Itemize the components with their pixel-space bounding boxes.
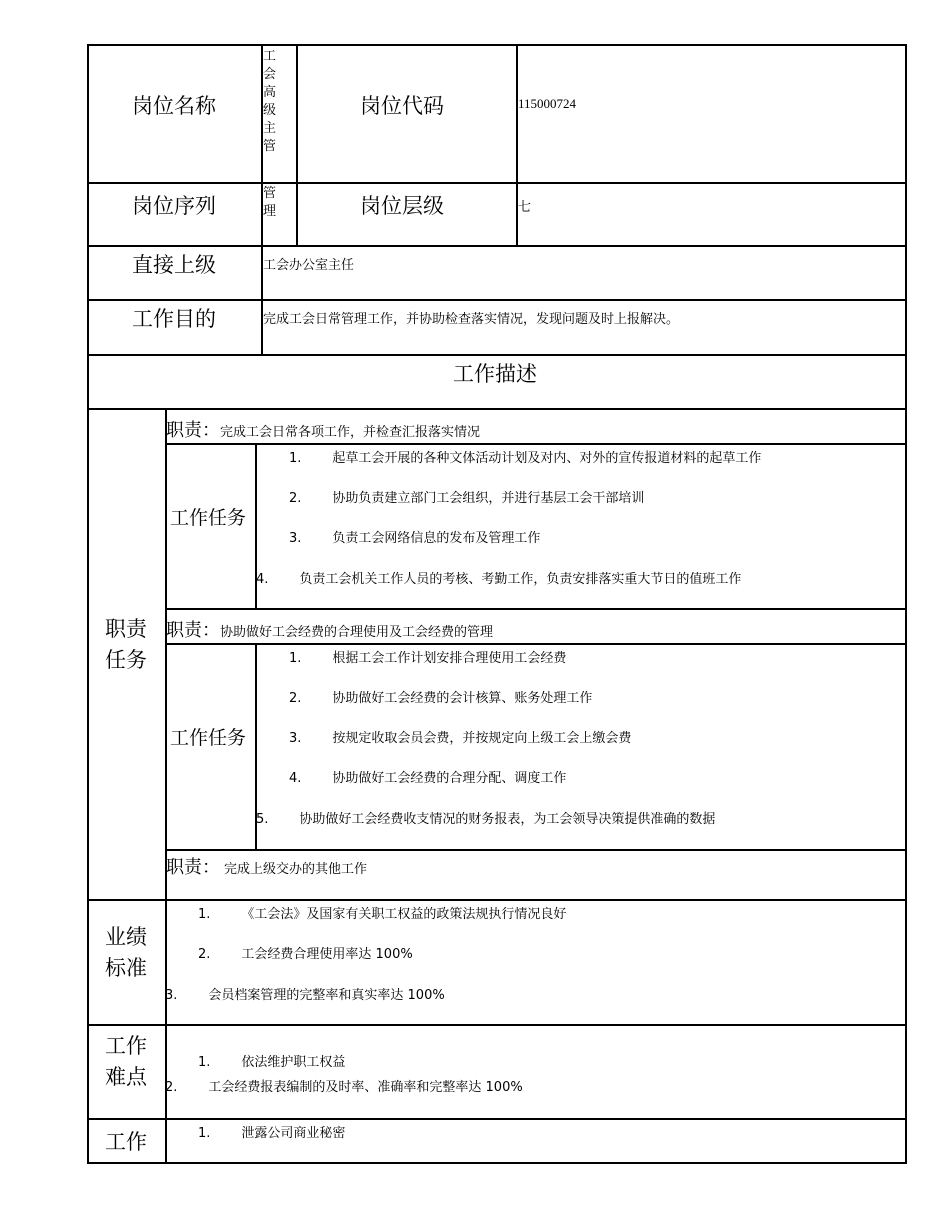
duty-title: 职责：完成工会日常各项工作，并检查汇报落实情况 (166, 420, 481, 441)
difficulty-item: 1. 依法维护职工权益 (198, 1055, 346, 1070)
position-name-value: 工 会 高 级 主 管 (263, 49, 277, 154)
table-border-right (905, 44, 907, 1164)
row-divider (87, 408, 907, 410)
column-divider (296, 44, 298, 247)
position-series-label: 岗位序列 (132, 194, 216, 218)
description-title: 工作描述 (453, 362, 537, 386)
table-border-left (87, 44, 89, 1164)
row-divider (165, 608, 907, 610)
purpose-value: 完成工会日常管理工作，并协助检查落实情况，发现问题及时上报解决。 (263, 312, 680, 327)
position-name-label: 岗位名称 (132, 94, 216, 118)
row-divider (165, 443, 907, 445)
row-divider (165, 643, 907, 645)
column-divider (165, 408, 167, 1164)
task-item: 3. 按规定收取会员会费，并按规定向上级工会上缴会费 (289, 731, 632, 746)
row-divider (87, 899, 907, 901)
position-code-label: 岗位代码 (360, 94, 444, 118)
task-label: 工作任务 (170, 507, 247, 529)
row-divider (87, 1024, 907, 1026)
risks-label: 工作 (105, 1130, 147, 1154)
performance-item: 2. 工会经费合理使用率达 100% (198, 947, 413, 962)
table-border-top (87, 44, 907, 46)
row-divider (87, 245, 907, 247)
supervisor-value: 工会办公室主任 (263, 258, 355, 273)
task-item: 4. 负责工会机关工作人员的考核、考勤工作，负责安排落实重大节日的值班工作 (256, 572, 742, 587)
column-divider (516, 44, 518, 247)
risk-item: 1. 泄露公司商业秘密 (198, 1126, 346, 1141)
row-divider (87, 354, 907, 356)
task-item: 1. 根据工会工作计划安排合理使用工会经费 (289, 651, 567, 666)
task-item: 5. 协助做好工会经费收支情况的财务报表，为工会领导决策提供准确的数据 (256, 812, 716, 827)
difficulty-item: 2. 工会经费报表编制的及时率、准确率和完整率达 100% (165, 1080, 523, 1095)
position-level-value: 七 (518, 200, 532, 215)
task-label: 工作任务 (170, 727, 247, 749)
row-divider (87, 1118, 907, 1120)
difficulties-label: 工作 难点 (105, 1034, 147, 1089)
position-code-value: 115000724 (518, 96, 577, 111)
performance-item: 3. 会员档案管理的完整率和真实率达 100% (165, 988, 445, 1003)
task-item: 2. 协助做好工会经费的会计核算、账务处理工作 (289, 691, 593, 706)
task-item: 2. 协助负责建立部门工会组织，并进行基层工会干部培训 (289, 491, 645, 506)
position-level-label: 岗位层级 (360, 194, 444, 218)
table-border-bottom (87, 1162, 907, 1164)
duty-title: 职责： 完成上级交办的其他工作 (166, 857, 368, 878)
row-divider (165, 849, 907, 851)
task-item: 4. 协助做好工会经费的合理分配、调度工作 (289, 771, 567, 786)
row-divider (87, 182, 907, 184)
performance-item: 1. 《工会法》及国家有关职工权益的政策法规执行情况良好 (198, 907, 567, 922)
purpose-label: 工作目的 (132, 307, 216, 331)
position-series-value: 管 理 (263, 186, 277, 219)
task-item: 1. 起草工会开展的各种文体活动计划及对内、对外的宣传报道材料的起草工作 (289, 451, 762, 466)
row-divider (87, 299, 907, 301)
task-item: 3. 负责工会网络信息的发布及管理工作 (289, 531, 541, 546)
duty-title: 职责：协助做好工会经费的合理使用及工会经费的管理 (166, 620, 494, 641)
duties-section-label: 职责 任务 (105, 617, 147, 672)
supervisor-label: 直接上级 (132, 253, 216, 277)
performance-label: 业绩 标准 (105, 925, 147, 980)
